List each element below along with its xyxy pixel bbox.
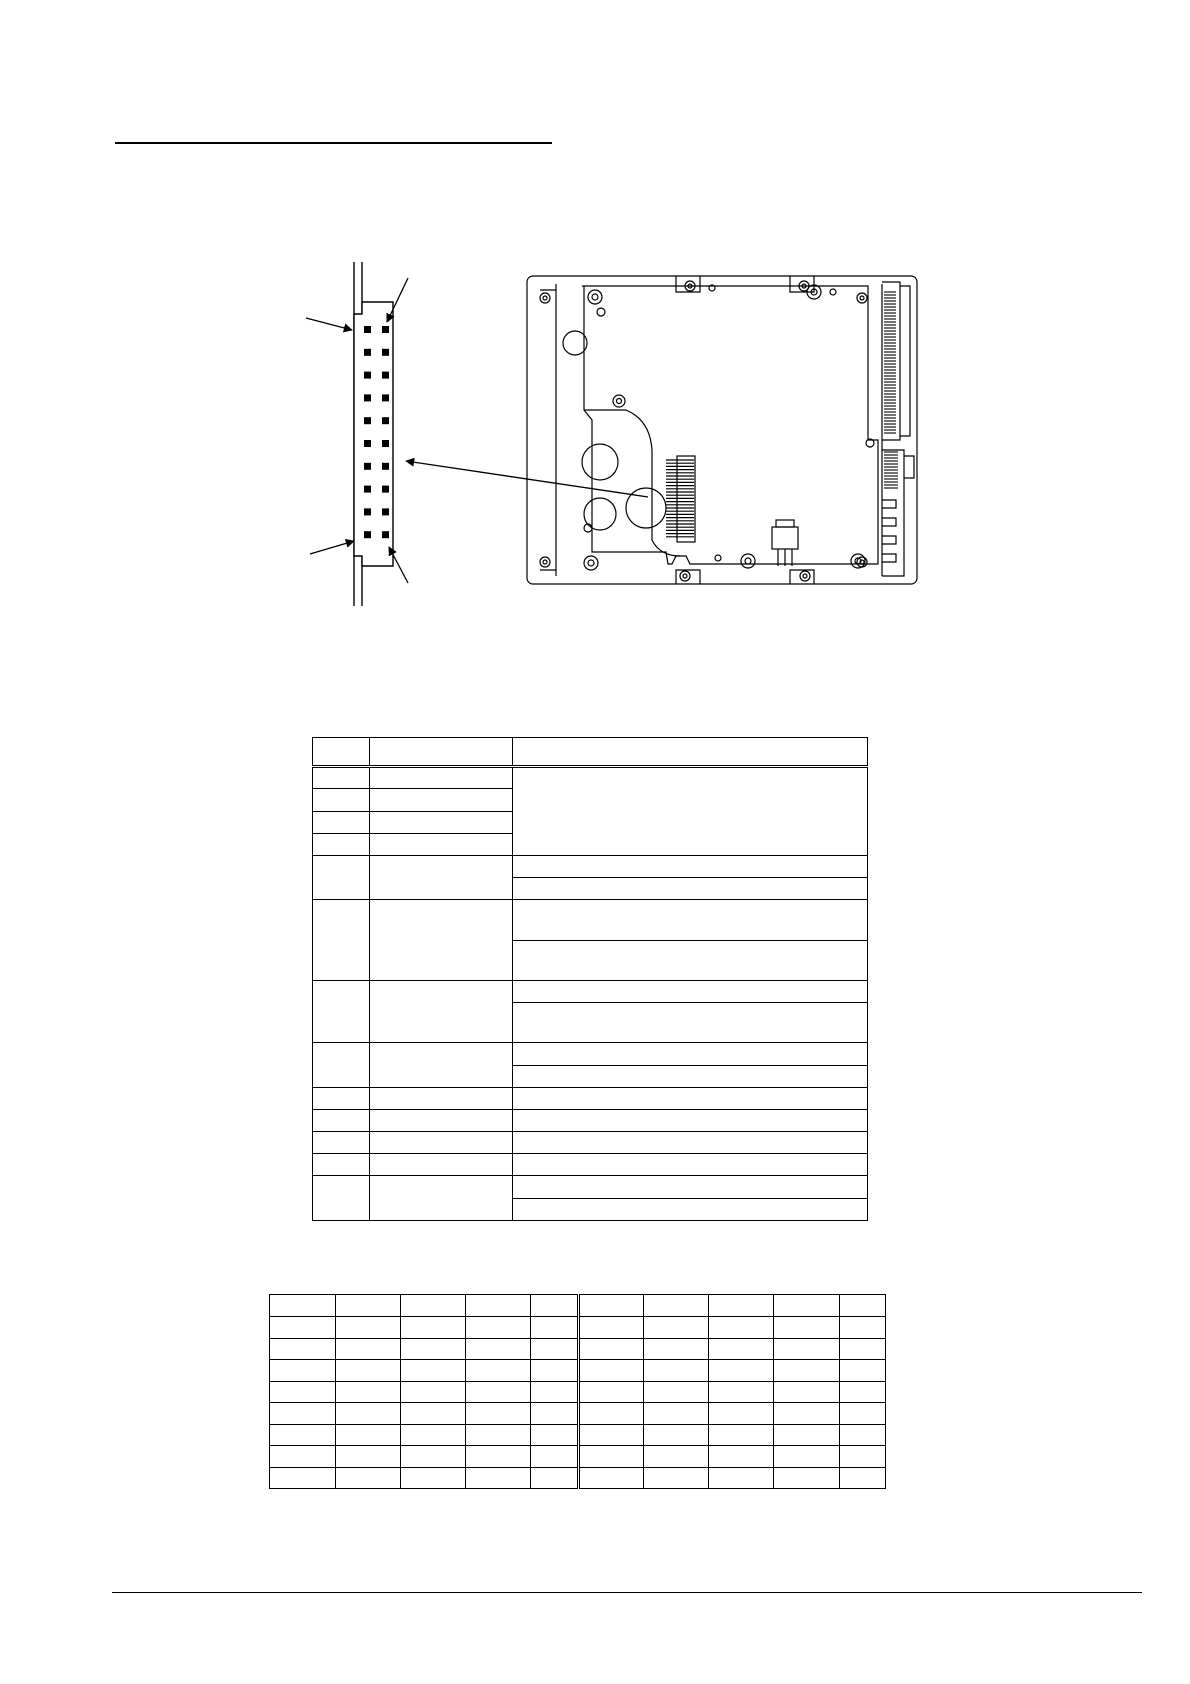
code-table-cell <box>270 1446 336 1468</box>
code-table-cell <box>709 1446 774 1468</box>
table-cell <box>513 878 868 900</box>
code-table-cell <box>336 1317 401 1339</box>
code-table-cell <box>531 1295 579 1317</box>
table-cell <box>513 1132 868 1154</box>
section-heading-underline <box>115 142 552 144</box>
table-cell <box>513 855 868 877</box>
connector-pin <box>364 417 371 424</box>
connector-pin <box>382 394 389 401</box>
connector-body <box>354 302 393 566</box>
table-cell <box>370 1154 513 1176</box>
code-table-cell <box>401 1360 466 1382</box>
code-table-cell <box>579 1446 644 1468</box>
table-cell <box>370 833 513 855</box>
connector-pin <box>364 326 371 333</box>
code-table-cell <box>644 1360 709 1382</box>
code-table-cell <box>579 1317 644 1339</box>
connector-fin <box>882 554 896 562</box>
callout-arrow-bottom-right <box>389 547 408 583</box>
code-table-cell <box>709 1403 774 1425</box>
code-table-cell <box>531 1446 579 1468</box>
callout-arrow-top-right <box>387 278 408 322</box>
code-table-cell <box>336 1338 401 1360</box>
code-table-cell <box>840 1424 886 1446</box>
code-table-cell <box>774 1467 840 1489</box>
table-cell <box>513 900 868 940</box>
table-cell <box>513 940 868 980</box>
connector-pin <box>364 486 371 493</box>
code-table-cell <box>466 1360 531 1382</box>
code-table-cell <box>644 1446 709 1468</box>
code-table-cell <box>709 1360 774 1382</box>
code-table-cell <box>270 1424 336 1446</box>
code-table-cell <box>336 1381 401 1403</box>
footer-rule <box>112 1592 1142 1593</box>
table-cell <box>313 811 370 833</box>
jumper-settings-table <box>312 737 868 1221</box>
table-header-cell <box>513 738 868 767</box>
table-cell <box>513 1198 868 1220</box>
table-cell <box>370 1176 513 1221</box>
table-cell <box>313 1109 370 1131</box>
connector-pin <box>382 440 389 447</box>
code-table-cell <box>840 1403 886 1425</box>
code-table-cell <box>466 1403 531 1425</box>
connector-pin <box>364 372 371 379</box>
drive-edge-connector-pins <box>884 292 898 488</box>
table-cell <box>513 1109 868 1131</box>
table-header-cell <box>313 738 370 767</box>
code-table-cell <box>531 1403 579 1425</box>
connector-pin <box>382 486 389 493</box>
code-table-cell <box>709 1424 774 1446</box>
code-table-cell <box>270 1467 336 1489</box>
table-cell <box>513 1087 868 1109</box>
table-cell <box>370 767 513 789</box>
table-cell <box>370 789 513 811</box>
table-cell <box>513 1154 868 1176</box>
code-table-cell <box>466 1381 531 1403</box>
code-table-cell <box>466 1295 531 1317</box>
connector-pin <box>382 417 389 424</box>
code-table-cell <box>336 1403 401 1425</box>
code-table-cell <box>840 1467 886 1489</box>
code-table-cell <box>401 1338 466 1360</box>
code-table-cell <box>774 1446 840 1468</box>
table-cell <box>370 1087 513 1109</box>
code-table-cell <box>401 1424 466 1446</box>
code-table-cell <box>401 1403 466 1425</box>
callout-arrow-bottom-left <box>310 541 354 554</box>
code-table-cell <box>270 1338 336 1360</box>
code-table-cell <box>336 1446 401 1468</box>
callout-arrow-drive-to-connector <box>406 461 648 497</box>
connector-pin <box>382 372 389 379</box>
table-cell <box>313 1132 370 1154</box>
code-table-cell <box>401 1295 466 1317</box>
code-table-cell <box>336 1295 401 1317</box>
connector-pin <box>364 440 371 447</box>
connector-pin <box>364 349 371 356</box>
connector-pin <box>364 508 371 515</box>
connector-pins <box>364 326 389 538</box>
code-table-cell <box>774 1338 840 1360</box>
code-table-cell <box>531 1424 579 1446</box>
code-table-cell <box>579 1381 644 1403</box>
code-table-cell <box>466 1338 531 1360</box>
code-table-cell <box>270 1295 336 1317</box>
table-cell <box>370 1132 513 1154</box>
code-table-cell <box>579 1338 644 1360</box>
code-table-cell <box>466 1467 531 1489</box>
code-table-cell <box>774 1360 840 1382</box>
table-cell <box>513 980 868 1002</box>
code-table <box>269 1294 886 1489</box>
hole <box>582 444 618 480</box>
drive-interface-connector-pins <box>666 460 694 537</box>
code-table-cell <box>531 1338 579 1360</box>
code-table-cell <box>579 1403 644 1425</box>
code-table-cell <box>840 1295 886 1317</box>
connector-pin <box>364 463 371 470</box>
code-table-cell <box>644 1317 709 1339</box>
connector-pin <box>364 531 371 538</box>
connector-pin <box>382 508 389 515</box>
table-cell <box>313 833 370 855</box>
code-table-cell <box>644 1295 709 1317</box>
code-table-cell <box>531 1381 579 1403</box>
code-table-cell <box>401 1317 466 1339</box>
code-table-cell <box>270 1403 336 1425</box>
table-cell <box>313 1043 370 1087</box>
code-table-cell <box>644 1338 709 1360</box>
callout-arrow-top-left <box>306 318 352 330</box>
code-table-cell <box>336 1360 401 1382</box>
table-cell <box>313 980 370 1043</box>
code-table-cell <box>270 1317 336 1339</box>
code-table-cell <box>709 1317 774 1339</box>
connector-fin <box>882 536 896 544</box>
table-cell <box>513 1065 868 1087</box>
table-cell <box>370 811 513 833</box>
code-table-cell <box>270 1381 336 1403</box>
table-cell <box>313 1176 370 1221</box>
connector-pin <box>364 394 371 401</box>
code-table-cell <box>401 1467 466 1489</box>
code-table-cell <box>336 1467 401 1489</box>
connector-pin <box>382 463 389 470</box>
code-table-cell <box>774 1424 840 1446</box>
table-header-cell <box>370 738 513 767</box>
table-cell <box>513 1043 868 1065</box>
table-cell <box>313 900 370 981</box>
code-table-cell <box>774 1381 840 1403</box>
table-cell <box>513 1176 868 1198</box>
code-table-cell <box>644 1403 709 1425</box>
code-table-cell <box>709 1338 774 1360</box>
table-cell <box>313 789 370 811</box>
code-table-cell <box>466 1317 531 1339</box>
code-table-cell <box>840 1446 886 1468</box>
code-table-cell <box>774 1317 840 1339</box>
code-table-cell <box>466 1446 531 1468</box>
code-table-cell <box>840 1381 886 1403</box>
code-table-cell <box>774 1295 840 1317</box>
code-table-cell <box>531 1317 579 1339</box>
code-table-cell <box>579 1360 644 1382</box>
code-table-cell <box>579 1424 644 1446</box>
table-cell <box>370 980 513 1043</box>
table-cell <box>313 1154 370 1176</box>
table-cell <box>313 1087 370 1109</box>
code-table-cell <box>579 1467 644 1489</box>
connector-pin <box>382 531 389 538</box>
code-table-cell <box>466 1424 531 1446</box>
table-cell <box>313 767 370 789</box>
code-table-cell <box>644 1381 709 1403</box>
code-table-cell <box>840 1360 886 1382</box>
table-cell <box>370 1109 513 1131</box>
pcb-outline <box>582 286 878 564</box>
code-table-cell <box>401 1446 466 1468</box>
connector-fin <box>882 518 896 526</box>
code-table-cell <box>709 1467 774 1489</box>
code-table-cell <box>709 1381 774 1403</box>
code-table-cell <box>579 1295 644 1317</box>
table-cell <box>513 767 868 856</box>
code-table-cell <box>531 1467 579 1489</box>
connector-pin <box>382 349 389 356</box>
code-table-cell <box>644 1467 709 1489</box>
connector-fin <box>882 500 896 508</box>
code-table-cell <box>774 1403 840 1425</box>
code-table-cell <box>840 1317 886 1339</box>
code-table-cell <box>401 1381 466 1403</box>
code-table-cell <box>336 1424 401 1446</box>
code-table-cell <box>270 1360 336 1382</box>
table-cell <box>370 855 513 899</box>
code-table-cell <box>840 1338 886 1360</box>
code-table-cell <box>709 1295 774 1317</box>
code-table-cell <box>644 1424 709 1446</box>
table-cell <box>313 855 370 899</box>
table-cell <box>370 1043 513 1087</box>
drive-connector-fins <box>882 500 896 562</box>
table-cell <box>513 1003 868 1043</box>
table-cell <box>370 900 513 981</box>
drive-frame <box>527 276 917 584</box>
code-table-cell <box>531 1360 579 1382</box>
connector-pin <box>382 326 389 333</box>
